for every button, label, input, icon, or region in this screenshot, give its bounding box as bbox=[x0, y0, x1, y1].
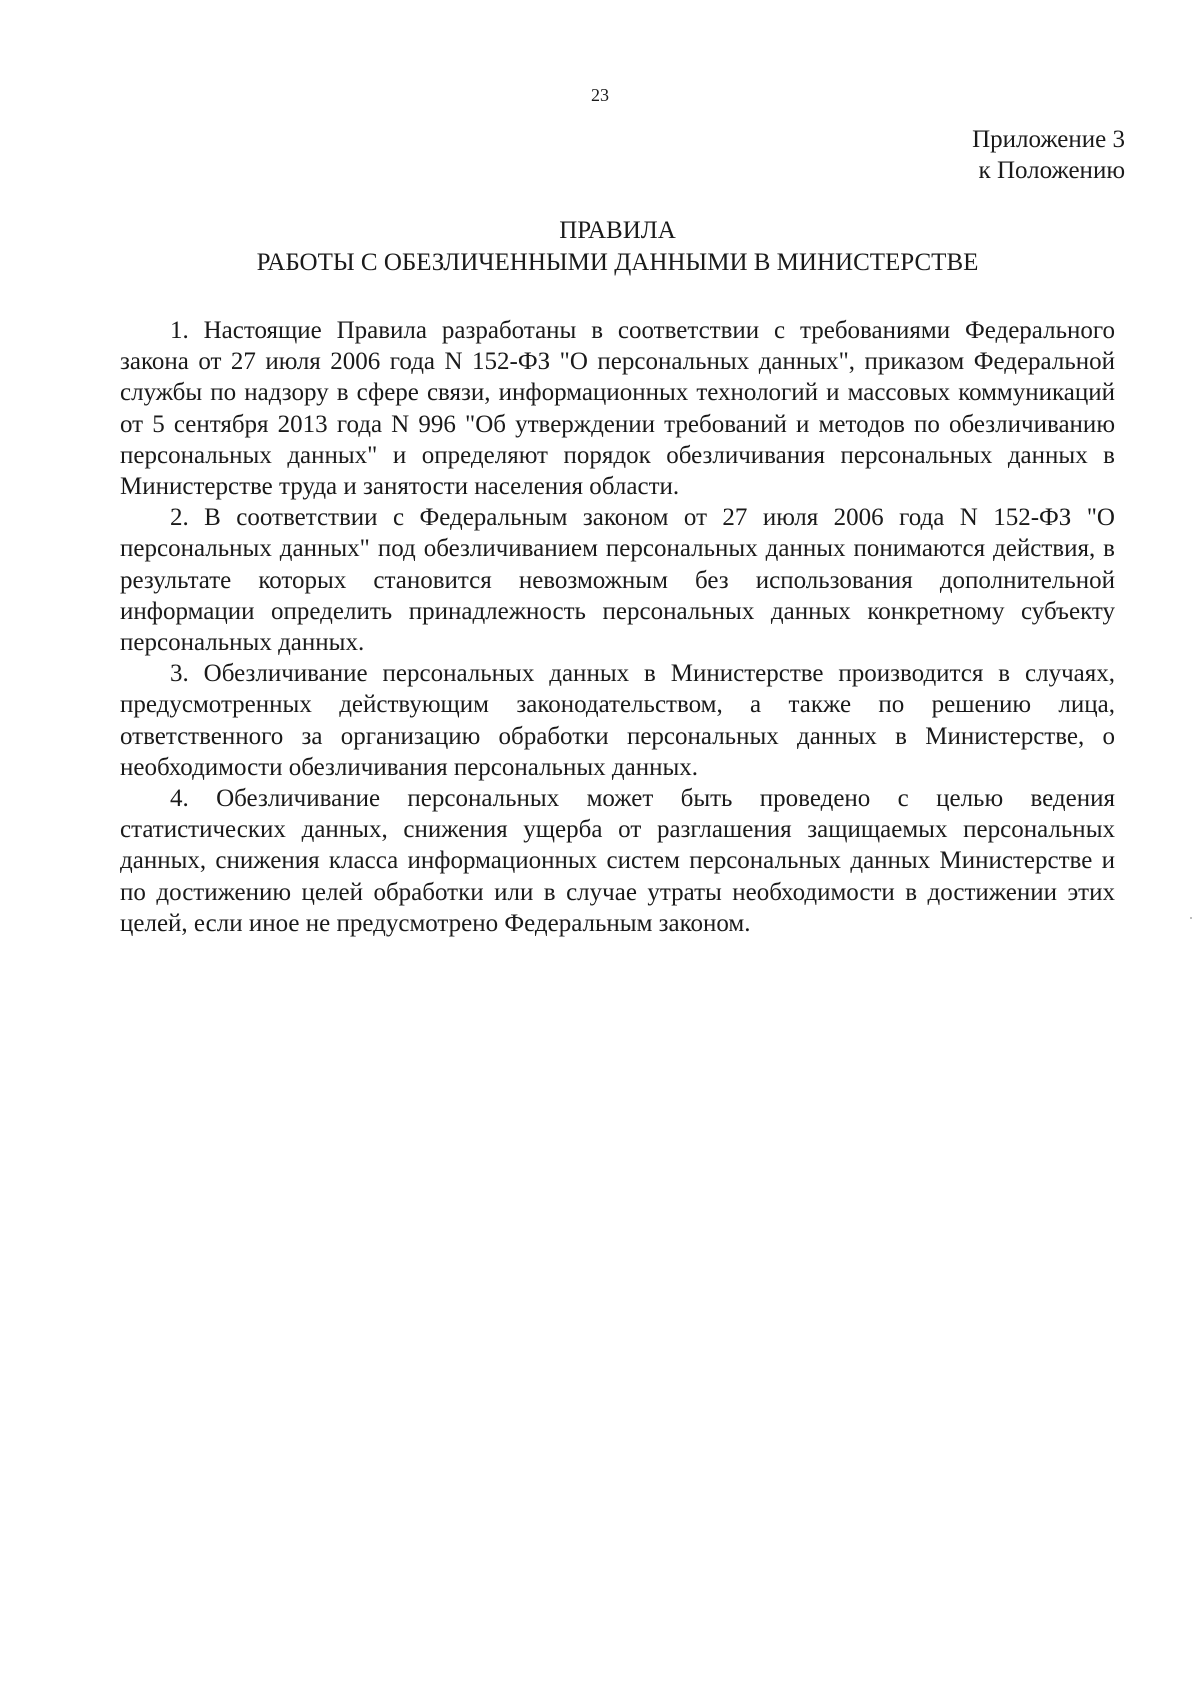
paragraph-1: 1. Настоящие Правила разработаны в соответствии с требованиями Федерального закона от 27 июля 2006 года N 152-ФЗ "О персональных данных", приказом Федеральной службы по надзору в сфере связи, информационных технологий и массовых коммуникаций от 5 сентября 2013 года N 996 "Об утверждении требований и методов по обезличиванию персональных данных" и определяют порядок обезличивания персональных данных в Министерстве труда и занятости населения области. bbox=[120, 317, 1115, 501]
appendix-line-2: к Положению bbox=[978, 157, 1125, 184]
title-line-2: РАБОТЫ С ОБЕЗЛИЧЕННЫМИ ДАННЫМИ В МИНИСТЕРСТВЕ bbox=[256, 249, 979, 276]
page-number: 23 bbox=[591, 85, 609, 105]
title-line-1: ПРАВИЛА bbox=[559, 217, 676, 244]
scan-speck bbox=[1190, 917, 1192, 919]
appendix-line-1: Приложение 3 bbox=[972, 126, 1125, 153]
paragraph-4: 4. Обезличивание персональных может быть проведено с целью ведения статистических данных, снижения ущерба от разглашения защищаемых персональных данных, снижения класса информационных систем персональных данных Министерстве и по достижению целей обработки или в случае утраты необходимости в достижении этих целей, если иное не предусмотрено Федеральным законом. bbox=[120, 785, 1115, 937]
document-title bbox=[120, 215, 1115, 279]
paragraph-3: 3. Обезличивание персональных данных в Министерстве производится в случаях, предусмотренных действующим законодательством, а также по решению лица, ответственного за организацию обработки персональных данных в Министерстве, о необходимости обезличивания персональных данных. bbox=[120, 660, 1115, 781]
appendix-reference bbox=[705, 124, 1125, 186]
paragraph-2: 2. В соответствии с Федеральным законом от 27 июля 2006 года N 152-ФЗ "О персональных данных" под обезличиванием персональных данных понимаются действия, в результате которых становится невозможным без использования дополнительной информации определить принадлежность персональных данных конкретному субъекту персональных данных. bbox=[120, 504, 1115, 657]
document-body bbox=[120, 315, 1115, 939]
